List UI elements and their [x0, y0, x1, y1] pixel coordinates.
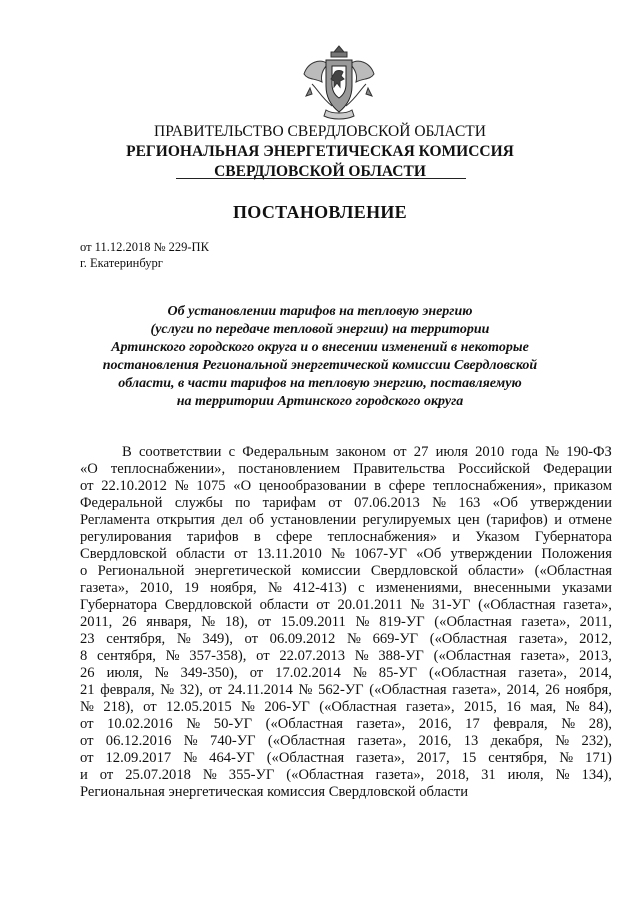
body-word: 12.05.2015	[165, 699, 232, 715]
body-word: 2014,	[579, 665, 612, 681]
body-line	[80, 631, 612, 648]
body-word: №	[176, 631, 191, 647]
document-city: г. Екатеринбург	[80, 256, 163, 270]
body-word: 13	[463, 733, 479, 749]
body-word: 32),	[179, 682, 203, 698]
body-line	[80, 716, 612, 733]
body-word: 15.09.2011	[280, 614, 346, 630]
body-word: 10.02.2016	[107, 716, 173, 732]
subject-line: постановления Региональной энергетической комиссии Свердловской	[102, 358, 538, 373]
body-word: 17.02.2014	[275, 665, 341, 681]
document-type-title: ПОСТАНОВЛЕНИЕ	[233, 202, 407, 222]
region-name: СВЕРДЛОВСКОЙ ОБЛАСТИ	[214, 163, 426, 180]
body-word: («Областная	[319, 699, 397, 715]
body-word: 819-УГ	[379, 614, 425, 630]
body-word: 740-УГ	[210, 733, 256, 749]
body-word: №	[174, 478, 189, 494]
body-word: 15	[461, 750, 477, 766]
body-word: отмене	[568, 512, 612, 528]
body-word: ценообразовании	[258, 478, 367, 494]
body-word: внесенными	[473, 580, 551, 596]
body-word: №	[555, 733, 570, 749]
subject-line: Об установлении тарифов на тепловую энергию	[167, 304, 473, 319]
body-word: («Областная	[534, 563, 612, 579]
body-word: №	[241, 699, 255, 715]
body-word: 27	[413, 444, 429, 460]
body-word: июля	[435, 444, 468, 460]
body-word: 2011,	[579, 614, 612, 630]
body-line	[80, 444, 612, 461]
body-word: №	[561, 716, 576, 732]
body-word: по	[235, 495, 251, 511]
body-word: 8	[80, 648, 88, 664]
body-word: Свердловской	[164, 597, 252, 613]
body-word: газета»,	[521, 614, 571, 630]
body-word: №	[298, 682, 313, 698]
body-word: февраля,	[493, 716, 548, 732]
body-word: от	[393, 444, 407, 460]
subject-line: области, в части тарифов на тепловую энергию, поставляемую	[118, 376, 522, 391]
body-word: 2013,	[579, 648, 612, 664]
body-word: сфере	[275, 529, 313, 545]
government-name: ПРАВИТЕЛЬСТВО СВЕРДЛОВСКОЙ ОБЛАСТИ	[154, 123, 486, 140]
body-word: №	[268, 580, 282, 596]
body-line	[80, 478, 612, 495]
body-word: 2016,	[418, 733, 452, 749]
body-word: №	[183, 733, 198, 749]
body-line	[80, 767, 612, 784]
body-word: 26	[545, 682, 560, 698]
body-word: Губернатора	[80, 597, 158, 613]
body-word: теплоснабжении»,	[110, 461, 226, 477]
subject-line: (услуги по передаче тепловой энергии) на территории	[150, 322, 490, 337]
body-word: 25.07.2018	[125, 767, 191, 783]
body-word: от	[234, 546, 248, 562]
body-word: Свердловской	[80, 546, 167, 562]
body-word: «Об	[492, 495, 518, 511]
body-word: мая,	[530, 699, 557, 715]
body-word: июля,	[507, 767, 544, 783]
body-word: 2017,	[416, 750, 450, 766]
body-word: 24.11.2014	[227, 682, 293, 698]
body-word: постановлением	[238, 461, 341, 477]
body-line	[80, 733, 612, 750]
body-word: 1075	[196, 478, 226, 494]
body-word: 12.09.2017	[105, 750, 172, 766]
body-word: регулируемых	[362, 512, 452, 528]
body-word: №	[183, 750, 198, 766]
body-word: газета»,	[405, 699, 455, 715]
body-word: сентября,	[106, 631, 166, 647]
body-word: («Областная	[267, 733, 346, 749]
body-word: с	[358, 580, 365, 596]
body-word: Федеральной	[80, 495, 163, 511]
body-word: комиссии	[301, 563, 361, 579]
body-word: от	[316, 597, 330, 613]
body-word: («Областная	[369, 682, 447, 698]
body-word: тарифов	[186, 529, 239, 545]
body-word: области»	[468, 563, 525, 579]
body-word: №	[201, 614, 216, 630]
body-word: 17	[465, 716, 480, 732]
body-word: 562-УГ	[318, 682, 364, 698]
body-word: (тарифов)	[486, 512, 548, 528]
body-word: 190-ФЗ	[566, 444, 612, 460]
body-word: 206-УГ	[264, 699, 310, 715]
body-line	[80, 580, 612, 597]
body-line	[80, 563, 612, 580]
body-word: №	[354, 648, 369, 664]
commission-name: РЕГИОНАЛЬНАЯ ЭНЕРГЕТИЧЕСКАЯ КОМИССИЯ	[126, 143, 514, 160]
body-word: №	[432, 495, 447, 511]
body-word: 218),	[103, 699, 134, 715]
body-word: от	[328, 495, 342, 511]
body-word: и	[452, 529, 461, 545]
body-word: Правительства	[353, 461, 445, 477]
body-word: «Об	[416, 546, 442, 562]
body-word: 355-УГ	[228, 767, 275, 783]
body-word: №	[186, 716, 201, 732]
body-word: от	[99, 767, 114, 783]
body-word: газета»,	[357, 733, 407, 749]
body-word: «О	[80, 461, 98, 477]
body-word: утверждении	[530, 495, 612, 511]
body-word: приказом	[553, 478, 612, 494]
body-word: («Областная	[429, 631, 508, 647]
body-word: №	[559, 750, 574, 766]
body-word: 19	[184, 580, 199, 596]
body-word: 349),	[202, 631, 233, 647]
body-word: утверждении	[450, 546, 533, 562]
body-word: от	[80, 750, 94, 766]
document-subject	[95, 303, 545, 411]
body-word: 2014,	[506, 682, 540, 698]
body-word: В	[122, 444, 132, 460]
body-word: 464-УГ	[209, 750, 255, 766]
body-word: о	[80, 563, 88, 579]
body-word: («Областная	[433, 648, 511, 664]
body-word: сентября,	[488, 750, 548, 766]
body-word: указами	[562, 580, 612, 596]
body-word: сфере	[388, 478, 426, 494]
body-line	[80, 461, 612, 478]
body-word: с	[228, 444, 236, 460]
body-word: №	[202, 767, 217, 783]
body-word: 31-УГ	[432, 597, 471, 613]
body-word: №	[545, 444, 560, 460]
body-word: 412-413)	[293, 580, 347, 596]
body-word: №	[346, 631, 361, 647]
document-body	[80, 444, 612, 801]
body-word: №	[565, 699, 580, 715]
body-word: 134),	[581, 767, 612, 783]
body-word: 2016,	[418, 716, 452, 732]
body-word: открытия	[156, 512, 216, 528]
body-line	[80, 597, 612, 614]
header-divider	[176, 178, 466, 179]
body-word: Свердловской	[370, 563, 458, 579]
coat-of-arms-emblem	[298, 44, 380, 122]
body-word: от	[80, 478, 94, 494]
body-line	[80, 614, 612, 631]
body-word: законом	[335, 444, 386, 460]
body-line	[80, 699, 612, 716]
body-word: 23	[80, 631, 95, 647]
body-word: 20.01.2011	[337, 597, 403, 613]
body-word: №	[410, 597, 425, 613]
body-word: №	[555, 767, 570, 783]
body-word: 2011,	[80, 614, 113, 630]
body-word: газета»,	[375, 767, 425, 783]
body-word: 07.06.2013	[354, 495, 420, 511]
body-word: теплоснабжения»	[327, 529, 438, 545]
body-word: регулирования	[80, 529, 172, 545]
body-word: июля,	[106, 665, 143, 681]
body-word: ноября,	[210, 580, 257, 596]
body-word: 2010,	[140, 580, 173, 596]
body-line	[80, 648, 612, 665]
body-word: 171)	[585, 750, 612, 766]
body-word: 28),	[588, 716, 612, 732]
body-line	[80, 750, 612, 767]
body-word: от	[249, 665, 264, 681]
body-word: («Областная	[434, 614, 512, 630]
body-word: 22.10.2012	[101, 478, 167, 494]
body-word: 388-УГ	[378, 648, 424, 664]
body-line	[80, 682, 612, 699]
body-word: 06.09.2012	[269, 631, 336, 647]
body-word: 357-358),	[189, 648, 247, 664]
body-word: №	[154, 665, 169, 681]
body-word: от	[208, 682, 223, 698]
body-word: («Областная	[265, 716, 343, 732]
body-word: Федерации	[543, 461, 612, 477]
body-word: 50-УГ	[213, 716, 253, 732]
body-word: Губернатора	[534, 529, 612, 545]
body-word: №	[80, 699, 94, 715]
body-word: 2018,	[436, 767, 470, 783]
body-word: Указом	[475, 529, 520, 545]
body-word: цен	[457, 512, 480, 528]
body-word: дел	[221, 512, 243, 528]
body-word: в	[374, 478, 382, 494]
body-word: №	[330, 546, 345, 562]
body-word: («Областная	[266, 750, 345, 766]
body-word: газета»,	[356, 750, 405, 766]
body-word: января,	[146, 614, 192, 630]
body-word: от	[143, 699, 157, 715]
body-word: 21	[80, 682, 95, 698]
body-word: сентября,	[97, 648, 156, 664]
body-word: изменениями,	[375, 580, 463, 596]
body-word: 2012,	[579, 631, 612, 647]
body-word: 16	[506, 699, 521, 715]
body-word: газета»,	[80, 580, 129, 596]
body-word: области	[176, 546, 225, 562]
body-word: «О	[233, 478, 252, 494]
body-line	[80, 512, 612, 529]
body-word: соответствии	[138, 444, 222, 460]
body-word: от	[80, 733, 94, 749]
body-word: от	[80, 716, 94, 732]
body-line	[80, 495, 612, 512]
body-line	[80, 784, 612, 801]
body-word: Регламента	[80, 512, 150, 528]
body-word: области	[259, 597, 309, 613]
body-word: в	[253, 529, 261, 545]
subject-line: на территории Артинского городского округа	[176, 394, 464, 409]
body-word: №	[355, 614, 370, 630]
body-word: 84),	[588, 699, 612, 715]
body-word: 85-УГ	[378, 665, 418, 681]
body-word: службы	[174, 495, 223, 511]
body-word: 163	[458, 495, 481, 511]
body-line	[80, 529, 612, 546]
subject-line: Артинского городского округа и о внесении изменений в некоторые	[111, 340, 529, 355]
body-word: газета»,	[452, 682, 501, 698]
body-word: 2010	[475, 444, 505, 460]
body-word: газета»,	[518, 631, 568, 647]
body-word: Федеральным	[242, 444, 329, 460]
body-word: 13.11.2010	[256, 546, 322, 562]
body-word: 31	[481, 767, 496, 783]
body-word: от	[256, 648, 270, 664]
body-word: 26	[121, 614, 137, 630]
body-word: 22.07.2013	[279, 648, 345, 664]
body-word: Российской	[458, 461, 530, 477]
body-word: года	[511, 444, 538, 460]
body-word: и	[80, 767, 88, 783]
body-word: ноября,	[565, 682, 612, 698]
body-word: 18),	[224, 614, 248, 630]
body-word: от	[257, 614, 272, 630]
document-date-number: от 11.12.2018 № 229-ПК	[80, 240, 209, 254]
body-word: об	[249, 512, 264, 528]
body-word: газета»,	[518, 665, 568, 681]
body-word: установлении	[270, 512, 357, 528]
body-word: от	[244, 631, 258, 647]
body-word: 1067-УГ	[354, 546, 407, 562]
body-word: 349-350),	[180, 665, 238, 681]
body-word: газета»,	[563, 597, 612, 613]
body-word: 2015,	[464, 699, 497, 715]
body-word: («Областная	[478, 597, 556, 613]
body-word: №	[160, 682, 175, 698]
body-word: и	[554, 512, 562, 528]
body-word: Региональная энергетическая комиссия Свердловской области	[80, 784, 469, 800]
body-word: энергетической	[194, 563, 292, 579]
body-word: теплоснабжения»,	[432, 478, 546, 494]
body-word: Положения	[541, 546, 612, 562]
body-word: 232),	[581, 733, 612, 749]
body-word: декабря,	[490, 733, 543, 749]
body-word: («Областная	[429, 665, 507, 681]
body-line	[80, 665, 612, 682]
body-word: тарифам	[262, 495, 316, 511]
body-word: №	[352, 665, 367, 681]
body-word: 06.12.2016	[105, 733, 172, 749]
body-line	[80, 546, 612, 563]
body-word: газета»,	[520, 648, 570, 664]
body-word: 26	[80, 665, 95, 681]
body-word: 669-УГ	[372, 631, 419, 647]
body-word: Региональной	[97, 563, 185, 579]
body-word: газета»,	[356, 716, 406, 732]
body-word: («Областная	[286, 767, 364, 783]
body-word: февраля,	[100, 682, 155, 698]
body-word: №	[165, 648, 180, 664]
